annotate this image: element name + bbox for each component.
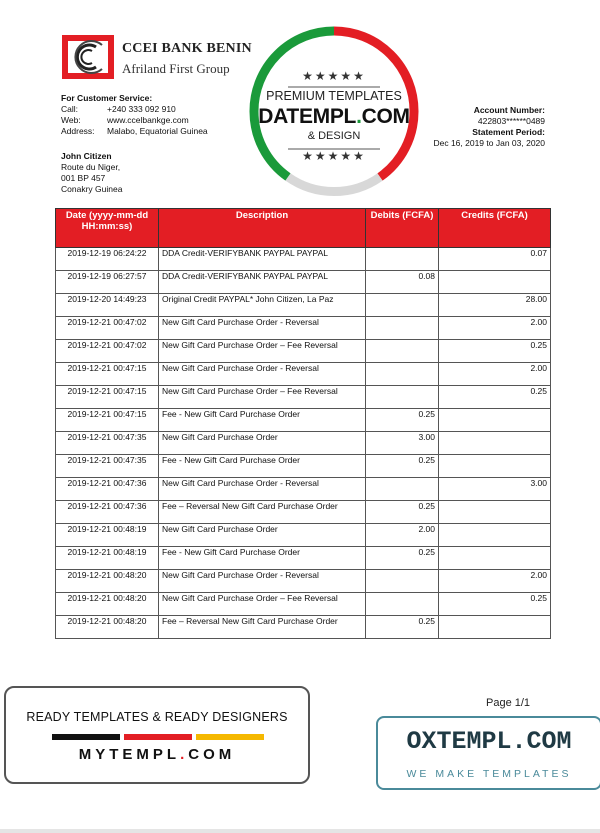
row-debit: 0.25 [366,501,439,524]
row-description: New Gift Card Purchase Order – Fee Reversal [159,593,366,616]
row-credit [439,524,551,547]
call-label: Call: [61,104,79,114]
row-credit: 0.07 [439,248,551,271]
row-description: DDA Credit-VERIFYBANK PAYPAL PAYPAL [159,248,366,271]
row-date: 2019-12-19 06:27:57 [56,271,159,294]
row-description: Fee – Reversal New Gift Card Purchase Order [159,501,366,524]
transactions-table [55,208,551,639]
table-row [56,455,551,478]
header-description: Description [159,209,366,248]
table-row [56,570,551,593]
watermark-brand [248,105,420,129]
address-value: Malabo, Equatorial Guinea [107,126,208,136]
row-date: 2019-12-21 00:47:35 [56,455,159,478]
row-credit: 0.25 [439,340,551,363]
footer-divider [0,829,600,833]
table-row [56,363,551,386]
web-value: www.ccelbankge.com [107,115,189,125]
table-row [56,547,551,570]
row-credit [439,432,551,455]
statement-period-label: Statement Period: [472,127,545,137]
row-date: 2019-12-21 00:47:02 [56,317,159,340]
table-row [56,386,551,409]
row-credit: 0.25 [439,593,551,616]
row-date: 2019-12-20 14:49:23 [56,294,159,317]
stars-bottom-icon: ★★★★★ [302,149,366,163]
customer-address-line1: Route du Niger, [61,162,121,172]
row-description: Fee - New Gift Card Purchase Order [159,547,366,570]
watermark-premium-text: PREMIUM TEMPLATES [266,89,402,103]
row-description: Fee - New Gift Card Purchase Order [159,455,366,478]
web-row [61,115,208,126]
bank-logo [62,35,252,85]
row-credit [439,409,551,432]
table-row [56,317,551,340]
row-credit: 28.00 [439,294,551,317]
row-description: Fee - New Gift Card Purchase Order [159,409,366,432]
row-date: 2019-12-21 00:48:19 [56,547,159,570]
row-credit: 0.25 [439,386,551,409]
row-date: 2019-12-19 06:24:22 [56,248,159,271]
table-row [56,294,551,317]
table-row [56,616,551,639]
row-description: DDA Credit-VERIFYBANK PAYPAL PAYPAL [159,271,366,294]
row-description: New Gift Card Purchase Order – Fee Reversal [159,386,366,409]
row-debit: 3.00 [366,432,439,455]
row-credit: 3.00 [439,478,551,501]
row-description: New Gift Card Purchase Order - Reversal [159,317,366,340]
row-description: New Gift Card Purchase Order - Reversal [159,363,366,386]
row-debit: 2.00 [366,524,439,547]
row-credit [439,455,551,478]
table-row [56,432,551,455]
row-description: Original Credit PAYPAL* John Citizen, La Paz [159,294,366,317]
row-description: New Gift Card Purchase Order [159,524,366,547]
table-row [56,271,551,294]
account-number-value: 422803******0489 [477,116,545,126]
color-bar-black [52,734,120,740]
color-bar-red [124,734,192,740]
web-label: Web: [61,115,81,125]
row-credit [439,547,551,570]
bank-subtitle: Afriland First Group [122,61,230,76]
watermark-brand-main: DATEMPL [258,105,357,128]
row-credit [439,501,551,524]
row-credit: 2.00 [439,363,551,386]
row-date: 2019-12-21 00:47:15 [56,409,159,432]
account-info-block [433,105,545,149]
address-label: Address: [61,126,95,136]
customer-address-line2: 001 BP 457 [61,173,106,183]
table-row [56,524,551,547]
row-date: 2019-12-21 00:48:20 [56,570,159,593]
row-debit: 0.25 [366,616,439,639]
oxtempl-brand: OXTEMPL.COM [406,727,572,756]
mytempl-color-bars [52,734,264,740]
row-debit: 0.25 [366,409,439,432]
row-debit [366,386,439,409]
table-row [56,409,551,432]
row-date: 2019-12-21 00:47:36 [56,478,159,501]
oxtempl-tagline: WE MAKE TEMPLATES [406,768,572,780]
address-row [61,126,208,137]
table-row [56,478,551,501]
account-number-label: Account Number: [473,105,545,115]
row-debit [366,593,439,616]
mytempl-tagline: READY TEMPLATES & READY DESIGNERS [26,710,288,724]
bank-logo-icon [62,35,114,79]
row-date: 2019-12-21 00:47:15 [56,363,159,386]
watermark-design-text: & DESIGN [307,130,361,142]
table-row [56,501,551,524]
row-credit [439,271,551,294]
bank-name: CCEI BANK BENIN [122,41,252,56]
row-debit: 0.08 [366,271,439,294]
row-debit [366,317,439,340]
customer-service-title: For Customer Service: [61,93,153,103]
customer-service-block [61,93,208,137]
row-date: 2019-12-21 00:48:20 [56,593,159,616]
call-row [61,104,208,115]
call-value: +240 333 092 910 [107,104,176,114]
customer-address-block [61,151,122,195]
statement-period-value: Dec 16, 2019 to Jan 03, 2020 [433,138,545,148]
row-date: 2019-12-21 00:48:20 [56,616,159,639]
row-description: New Gift Card Purchase Order - Reversal [159,570,366,593]
row-debit [366,340,439,363]
row-debit [366,363,439,386]
table-header-row [56,209,551,248]
transactions-body [56,248,551,639]
mytempl-brand-tail: COM [188,746,236,763]
table-row [56,248,551,271]
header-date: Date (yyyy-mm-dd HH:mm:ss) [56,209,159,248]
row-debit: 0.25 [366,547,439,570]
page-number: Page 1/1 [486,697,531,709]
row-description: Fee – Reversal New Gift Card Purchase Order [159,616,366,639]
row-debit [366,248,439,271]
row-description: New Gift Card Purchase Order – Fee Reversal [159,340,366,363]
row-date: 2019-12-21 00:47:02 [56,340,159,363]
mytempl-brand [6,746,308,763]
oxtempl-banner [376,716,600,790]
row-credit: 2.00 [439,570,551,593]
row-date: 2019-12-21 00:47:35 [56,432,159,455]
customer-address-line3: Conakry Guinea [61,184,123,194]
header-debits: Debits (FCFA) [366,209,439,248]
row-description: New Gift Card Purchase Order [159,432,366,455]
mytempl-brand-main: MYTEMPL [78,746,181,763]
watermark-brand-tail: COM [361,105,410,128]
mytempl-banner [4,686,310,784]
row-description: New Gift Card Purchase Order - Reversal [159,478,366,501]
table-row [56,593,551,616]
color-bar-yellow [196,734,264,740]
row-credit: 2.00 [439,317,551,340]
row-debit: 0.25 [366,455,439,478]
row-debit [366,570,439,593]
watermark-stamp [248,25,420,197]
header-credits: Credits (FCFA) [439,209,551,248]
row-credit [439,616,551,639]
stars-top-icon: ★★★★★ [302,69,366,83]
customer-name: John Citizen [61,151,112,161]
row-date: 2019-12-21 00:47:36 [56,501,159,524]
row-date: 2019-12-21 00:48:19 [56,524,159,547]
row-debit [366,478,439,501]
row-date: 2019-12-21 00:47:15 [56,386,159,409]
mytempl-brand-dot: . [180,746,189,763]
row-debit [366,294,439,317]
watermark-brand-dot: . [356,105,362,128]
table-row [56,340,551,363]
